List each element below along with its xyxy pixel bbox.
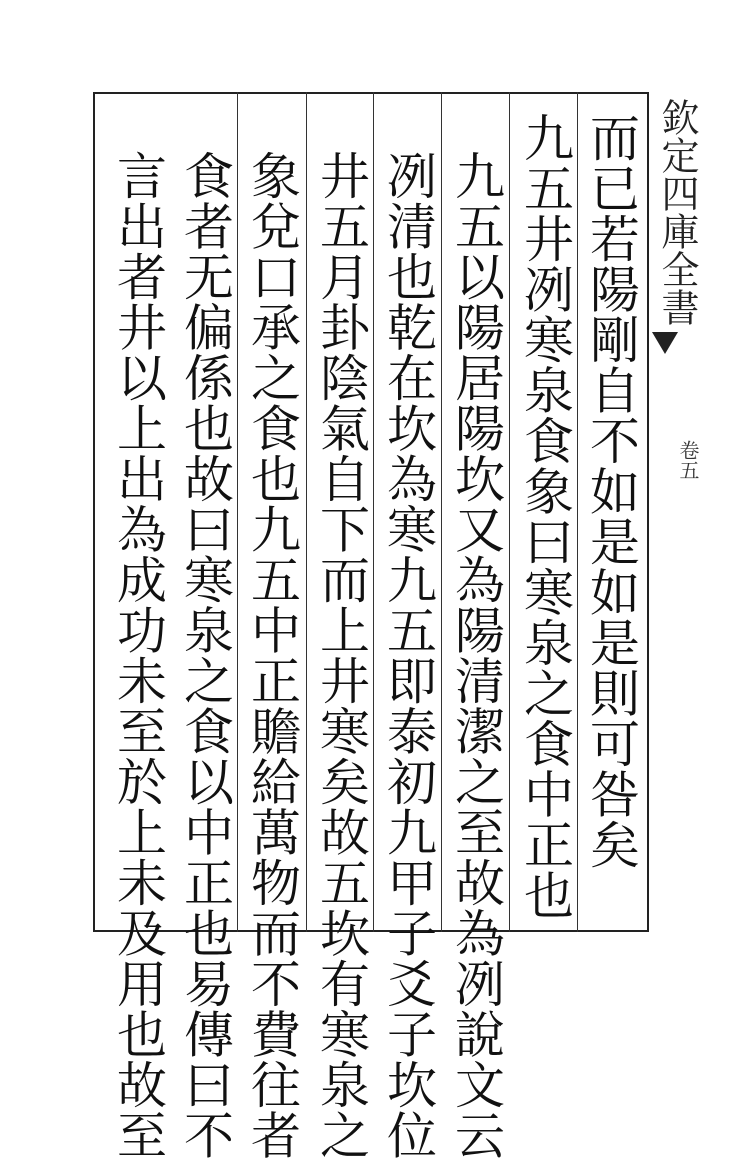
text-column-2: 九五井冽寒泉食象曰寒泉之食中正也 (516, 112, 574, 920)
column-rule (509, 92, 510, 932)
text-column-7: 食者无偏係也故曰寒泉之食以中正也易傳曰不 (176, 150, 234, 1160)
text-column-3: 九五以陽居陽坎又為陽清潔之至故為冽說文云 (447, 150, 505, 1160)
volume-label: 卷五 (676, 440, 700, 480)
book-title: 欽定四庫全書 (655, 98, 699, 326)
fish-tail-mark (650, 328, 680, 358)
column-rule (306, 92, 307, 932)
column-rule (577, 92, 578, 932)
text-column-6: 象兌口承之食也九五中正贍給萬物而不費往者 (243, 150, 301, 1160)
text-column-1: 而已若陽剛自不如是如是則可咎矣 (582, 112, 640, 870)
column-rule (373, 92, 374, 932)
column-rule (441, 92, 442, 932)
text-column-8: 言出者井以上出為成功未至於上未及用也故至 (109, 150, 167, 1160)
column-rule (237, 92, 238, 932)
text-column-5: 井五月卦陰氣自下而上井寒矣故五坎有寒泉之 (312, 150, 370, 1160)
text-column-4: 冽清也乾在坎為寒九五即泰初九甲子爻子坎位 (379, 150, 437, 1160)
